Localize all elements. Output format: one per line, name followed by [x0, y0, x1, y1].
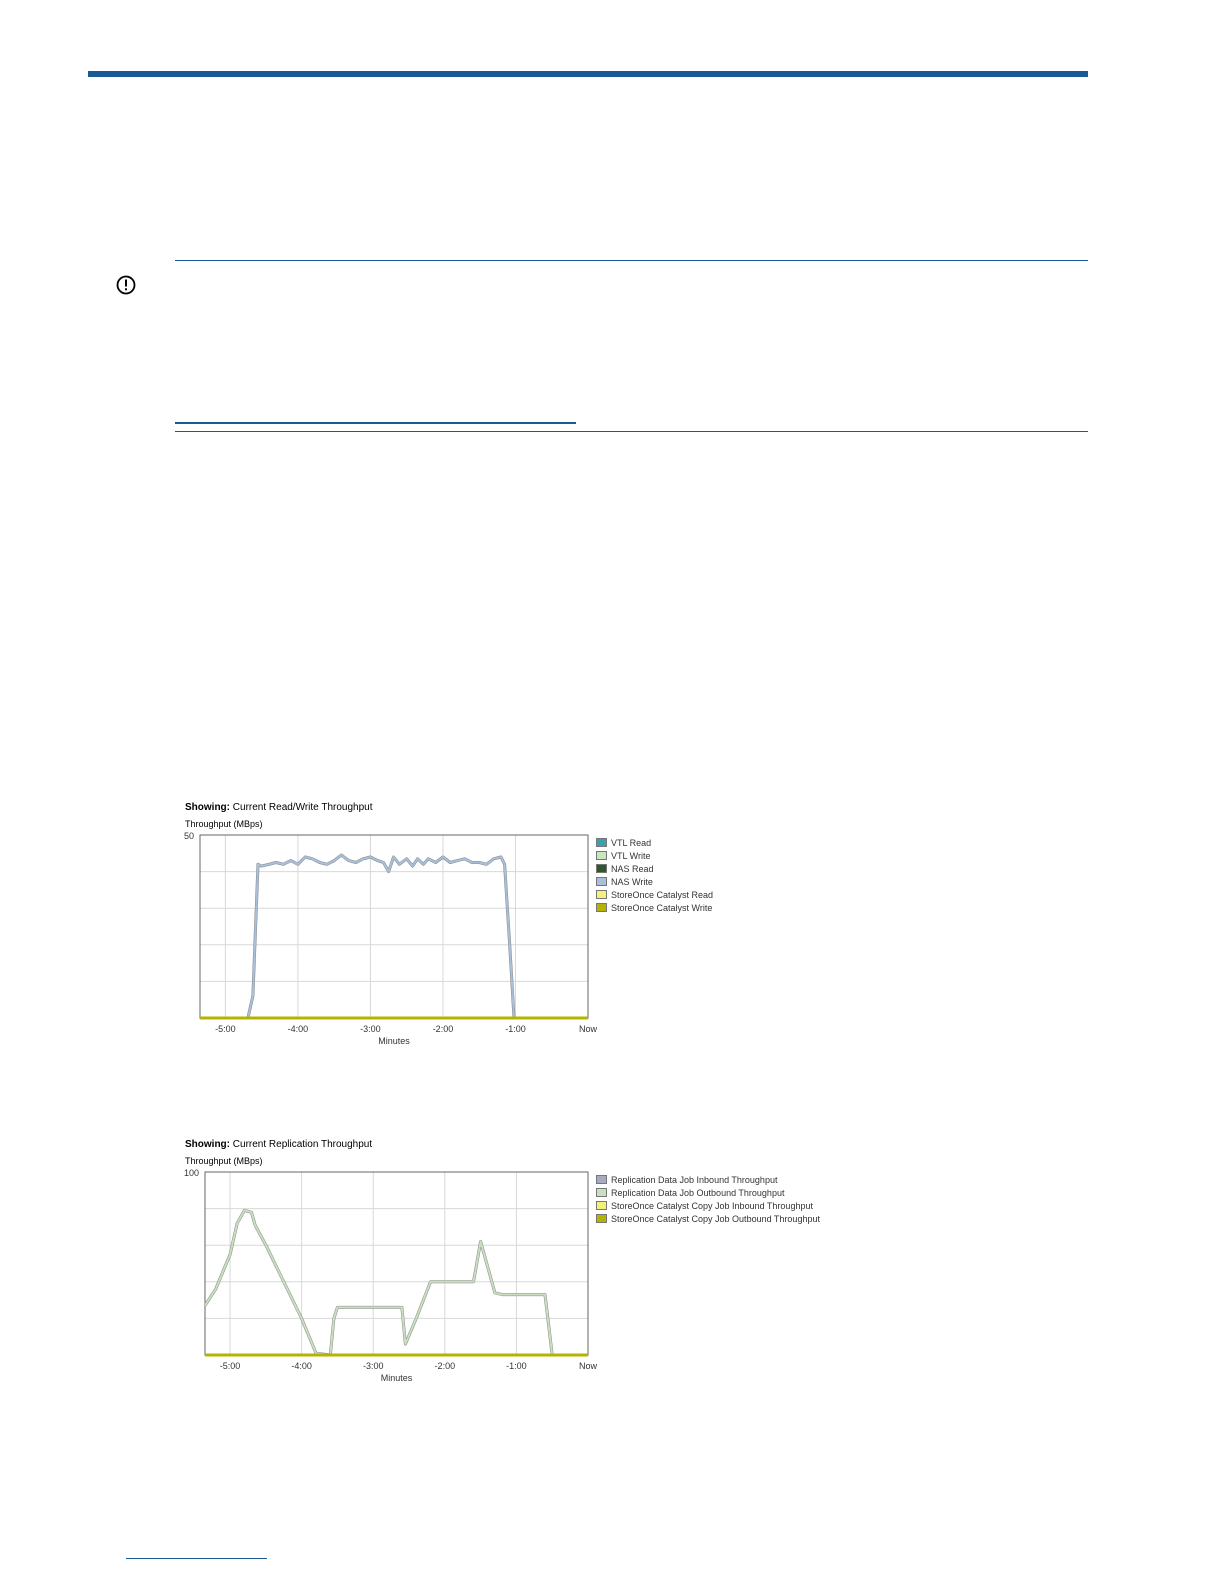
- legend-label: VTL Read: [611, 837, 652, 848]
- x-tick-label: -5:00: [215, 1024, 236, 1034]
- x-tick-label: -3:00: [360, 1024, 381, 1034]
- legend-item: [596, 862, 713, 875]
- legend-label: NAS Write: [611, 876, 653, 887]
- legend-label: Replication Data Job Outbound Throughput: [611, 1187, 785, 1198]
- x-tick-label: -3:00: [362, 1361, 384, 1371]
- y-tick-label: 50: [184, 831, 195, 841]
- important-note-bottom-rule: [175, 431, 1088, 432]
- legend-swatch: [596, 1201, 607, 1210]
- x-axis-label: Minutes: [380, 1373, 413, 1383]
- y-axis-label: Throughput (MBps): [185, 1156, 263, 1166]
- chart-title: [185, 802, 372, 813]
- chart-title-text: Current Read/Write Throughput: [232, 802, 373, 813]
- legend-item: [596, 1173, 820, 1186]
- x-axis-label: Minutes: [378, 1036, 410, 1046]
- y-tick-label: 100: [184, 1168, 200, 1178]
- legend-label: Replication Data Job Inbound Throughput: [611, 1174, 778, 1185]
- legend-label: StoreOnce Catalyst Write: [611, 902, 713, 913]
- x-tick-label: Now: [578, 1024, 598, 1034]
- legend-swatch: [596, 1188, 607, 1197]
- footer-rule: [126, 1558, 267, 1559]
- x-tick-label: -4:00: [291, 1361, 312, 1371]
- chart-plot: [180, 830, 600, 1050]
- legend-swatch: [596, 877, 607, 886]
- showing-label: Showing:: [185, 1139, 230, 1150]
- x-tick-label: -4:00: [287, 1024, 309, 1034]
- legend-swatch: [596, 1214, 607, 1223]
- legend-swatch: [596, 1175, 607, 1184]
- showing-label: Showing:: [185, 802, 230, 813]
- legend-item: [596, 1212, 820, 1225]
- legend-swatch: [596, 851, 607, 860]
- legend-label: StoreOnce Catalyst Copy Job Inbound Throughput: [611, 1200, 813, 1211]
- legend-item: [596, 836, 713, 849]
- legend-item: [596, 1199, 820, 1212]
- legend-item: [596, 1186, 820, 1199]
- legend-label: StoreOnce Catalyst Copy Job Outbound Throughput: [611, 1213, 820, 1224]
- legend-swatch: [596, 838, 607, 847]
- legend-swatch: [596, 903, 607, 912]
- plot-frame: [200, 835, 588, 1018]
- x-tick-label: -1:00: [505, 1024, 526, 1034]
- legend-item: [596, 849, 713, 862]
- legend-item: [596, 901, 713, 914]
- x-tick-label: -1:00: [506, 1361, 527, 1371]
- legend-swatch: [596, 864, 607, 873]
- legend-item: [596, 875, 713, 888]
- chart-title-text: Current Replication Throughput: [232, 1139, 373, 1150]
- chart-legend: [596, 1173, 820, 1225]
- link-underline[interactable]: [175, 422, 576, 424]
- x-tick-label: Now: [578, 1361, 598, 1371]
- header-rule: [88, 71, 1088, 77]
- chart-legend: [596, 836, 713, 914]
- series-line-outline: [205, 1210, 554, 1355]
- x-tick-label: -2:00: [434, 1361, 456, 1371]
- chart-plot: [180, 1167, 600, 1387]
- x-tick-label: -2:00: [432, 1024, 454, 1034]
- plot-frame: [205, 1172, 588, 1355]
- series-line-outline: [200, 855, 514, 1018]
- series-line: [200, 855, 514, 1018]
- legend-label: NAS Read: [611, 863, 654, 874]
- chart-title: [185, 1139, 372, 1150]
- important-icon: [115, 274, 137, 296]
- x-tick-label: -5:00: [219, 1361, 241, 1371]
- important-note-top-rule: [175, 260, 1088, 261]
- y-axis-label: Throughput (MBps): [185, 819, 263, 829]
- legend-swatch: [596, 890, 607, 899]
- legend-label: VTL Write: [611, 850, 651, 861]
- legend-label: StoreOnce Catalyst Read: [611, 889, 714, 900]
- legend-item: [596, 888, 713, 901]
